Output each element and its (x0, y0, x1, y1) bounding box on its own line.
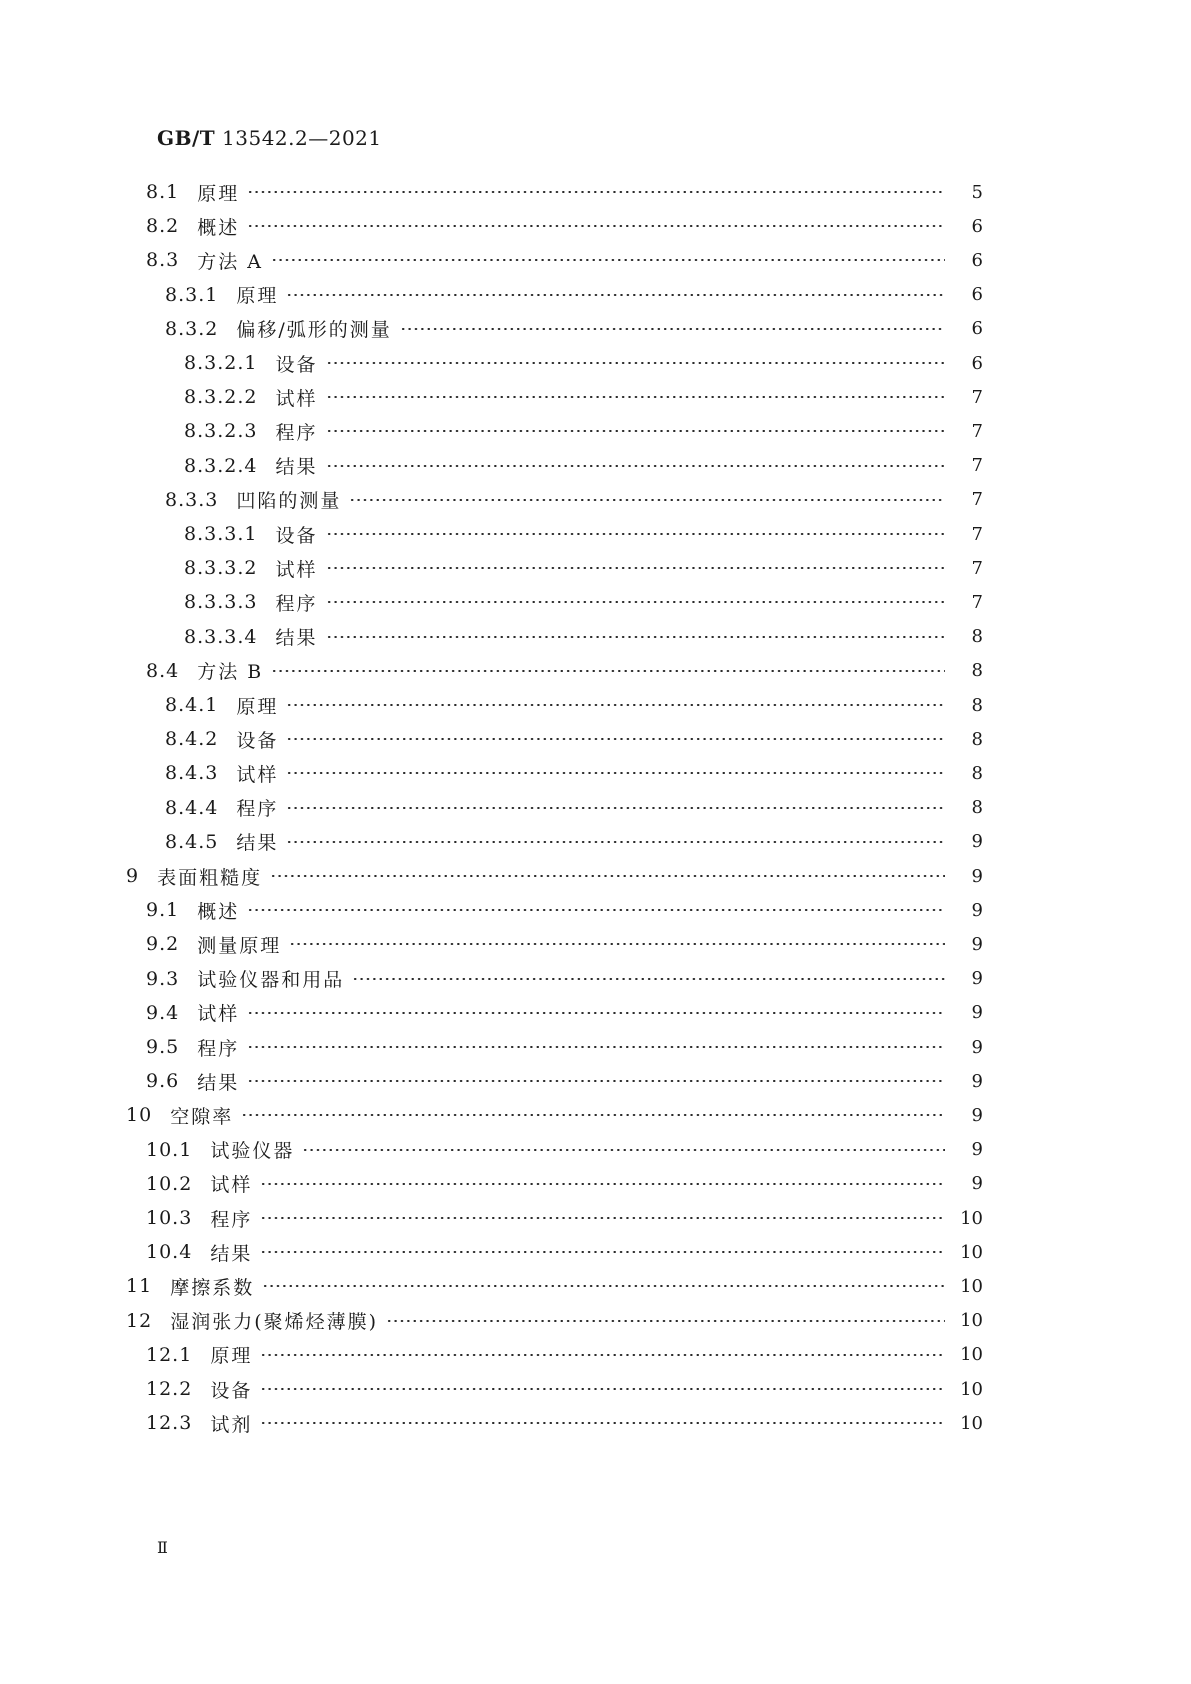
toc-entry-title: 方法 A (197, 250, 263, 273)
toc-entry-number: 8.3.2 (165, 317, 219, 340)
toc-dot-leader (260, 1354, 945, 1356)
toc-dot-leader (260, 1251, 945, 1253)
toc-dot-leader (260, 1388, 945, 1390)
toc-entry[interactable] (184, 553, 983, 583)
toc-entry[interactable] (126, 1271, 983, 1301)
toc-entry-page: 10 (960, 1241, 983, 1263)
toc-entry-title: 方法 B (197, 661, 264, 684)
toc-entry-title: 设备 (275, 353, 318, 376)
toc-dot-leader (326, 396, 946, 398)
toc-entry[interactable] (146, 998, 983, 1028)
toc-entry-number: 10.4 (146, 1241, 193, 1264)
toc-dot-leader (349, 499, 945, 501)
toc-entry-number: 8.3.3.1 (184, 523, 258, 545)
toc-entry-title: 结果 (197, 1071, 240, 1094)
toc-entry-number: 9.4 (146, 1001, 180, 1024)
toc-entry-title: 概述 (197, 900, 240, 923)
toc-entry[interactable] (126, 1306, 983, 1336)
toc-entry-number: 8.3 (146, 249, 180, 272)
standard-code-prefix: GB/T (157, 126, 216, 150)
toc-dot-leader (247, 225, 945, 227)
toc-entry-page: 10 (960, 1207, 983, 1229)
toc-entry[interactable] (146, 1408, 983, 1438)
toc-entry[interactable] (146, 1374, 983, 1404)
toc-entry[interactable] (146, 656, 983, 686)
toc-entry-title: 结果 (236, 832, 279, 855)
toc-entry-number: 8.4.2 (165, 728, 219, 751)
toc-entry-number: 8.4 (146, 659, 180, 682)
toc-entry-number: 8.4.3 (165, 762, 219, 785)
toc-entry-page: 10 (960, 1275, 983, 1297)
toc-entry-title: 湿润张力(聚烯烃薄膜) (170, 1311, 379, 1334)
toc-entry-number: 8.3.3.2 (184, 557, 258, 580)
toc-entry-number: 9.5 (146, 1036, 180, 1058)
toc-entry[interactable] (165, 724, 983, 754)
toc-entry-number: 9.2 (146, 933, 180, 956)
toc-entry-page: 9 (971, 1173, 983, 1195)
toc-dot-leader (241, 1114, 945, 1116)
toc-entry[interactable] (146, 177, 983, 207)
toc-entry-title: 原理 (236, 285, 279, 308)
toc-entry-title: 结果 (275, 627, 318, 650)
toc-entry-number: 9.1 (146, 899, 180, 922)
toc-entry-number: 9 (126, 865, 140, 887)
toc-entry[interactable] (184, 519, 983, 549)
toc-entry[interactable] (146, 964, 983, 994)
toc-entry-page: 9 (971, 968, 983, 990)
toc-dot-leader (326, 601, 946, 603)
toc-entry-page: 9 (971, 1139, 983, 1161)
toc-dot-leader (262, 1285, 945, 1287)
toc-entry-page: 10 (960, 1412, 983, 1434)
toc-dot-leader (286, 704, 945, 706)
toc-entry-title: 试样 (275, 558, 318, 581)
toc-entry-title: 试剂 (210, 1413, 253, 1436)
toc-entry[interactable] (165, 485, 983, 515)
toc-entry[interactable] (165, 314, 983, 344)
toc-entry-title: 原理 (197, 182, 240, 205)
toc-dot-leader (286, 841, 945, 843)
toc-entry[interactable] (146, 895, 983, 925)
toc-entry-page: 8 (971, 728, 983, 750)
toc-dot-leader (326, 465, 946, 467)
toc-entry-title: 设备 (236, 729, 279, 752)
toc-entry-number: 12.2 (146, 1378, 193, 1400)
toc-dot-leader (400, 328, 945, 330)
toc-dot-leader (352, 978, 945, 980)
toc-entry-number: 8.3.2.2 (184, 386, 258, 409)
toc-dot-leader (270, 875, 945, 877)
toc-entry-number: 8.3.3 (165, 488, 219, 511)
toc-entry[interactable] (126, 1100, 983, 1130)
toc-entry-page: 7 (971, 420, 983, 442)
toc-entry-page: 6 (971, 352, 983, 374)
toc-dot-leader (286, 294, 945, 296)
toc-entry-page: 6 (971, 284, 983, 306)
toc-entry-title: 凹陷的测量 (236, 490, 342, 513)
toc-entry-number: 8.4.1 (165, 694, 219, 716)
toc-entry-title: 空隙率 (170, 1105, 234, 1128)
toc-entry-page: 9 (971, 1070, 983, 1092)
toc-entry-number: 8.3.3.3 (184, 591, 258, 614)
toc-dot-leader (247, 1080, 945, 1082)
toc-entry-page: 9 (971, 933, 983, 955)
toc-dot-leader (286, 807, 945, 809)
toc-entry-title: 结果 (210, 1242, 253, 1265)
toc-entry-page: 5 (971, 181, 983, 203)
toc-entry-title: 设备 (275, 524, 318, 547)
toc-entry-number: 8.1 (146, 181, 180, 203)
toc-dot-leader (260, 1217, 945, 1219)
toc-dot-leader (326, 567, 946, 569)
toc-entry-title: 偏移/弧形的测量 (236, 319, 392, 342)
toc-entry[interactable] (184, 348, 983, 378)
toc-entry[interactable] (184, 416, 983, 446)
toc-entry-page: 10 (960, 1344, 983, 1366)
toc-dot-leader (326, 430, 946, 432)
toc-entry-title: 摩擦系数 (170, 1276, 255, 1299)
toc-dot-leader (286, 772, 945, 774)
toc-entry-page: 7 (971, 591, 983, 613)
toc-dot-leader (302, 1149, 945, 1151)
toc-entry-number: 8.4.4 (165, 796, 219, 819)
toc-entry-title: 程序 (197, 1037, 240, 1060)
toc-entry-title: 原理 (210, 1345, 253, 1368)
toc-entry-page: 7 (971, 386, 983, 408)
toc-entry-number: 10.2 (146, 1172, 193, 1195)
toc-entry-title: 程序 (236, 798, 279, 821)
toc-dot-leader (326, 533, 946, 535)
toc-entry[interactable] (146, 1340, 983, 1370)
toc-entry-page: 6 (971, 318, 983, 340)
toc-entry-number: 8.3.2.4 (184, 454, 258, 477)
toc-entry-title: 设备 (210, 1379, 253, 1402)
toc-entry-title: 试样 (210, 1174, 253, 1197)
toc-entry-page: 6 (971, 215, 983, 237)
toc-entry-page: 9 (971, 899, 983, 921)
toc-dot-leader (247, 1046, 945, 1048)
toc-entry-page: 7 (971, 523, 983, 545)
toc-entry-title: 试验仪器 (210, 1140, 295, 1163)
toc-entry-page: 10 (960, 1378, 983, 1400)
toc-entry[interactable] (146, 1066, 983, 1096)
toc-entry-page: 9 (971, 1036, 983, 1058)
toc-entry-number: 9.3 (146, 967, 180, 990)
toc-entry-title: 程序 (210, 1208, 253, 1231)
toc-entry[interactable] (146, 1032, 983, 1062)
toc-entry-page: 8 (971, 660, 983, 682)
toc-entry[interactable] (146, 1135, 983, 1165)
toc-entry[interactable] (184, 622, 983, 652)
toc-dot-leader (247, 909, 945, 911)
toc-entry[interactable] (165, 793, 983, 823)
toc-entry-number: 9.6 (146, 1070, 180, 1093)
toc-entry-number: 10.1 (146, 1138, 193, 1161)
toc-entry[interactable] (165, 690, 983, 720)
toc-entry-page: 7 (971, 455, 983, 477)
toc-dot-leader (271, 670, 945, 672)
toc-entry-title: 试样 (236, 763, 279, 786)
toc-entry-number: 8.2 (146, 215, 180, 238)
toc-entry-number: 8.3.2.1 (184, 352, 258, 374)
toc-entry[interactable] (165, 280, 983, 310)
toc-entry-title: 试样 (197, 1003, 240, 1026)
toc-dot-leader (386, 1320, 945, 1322)
toc-entry-title: 测量原理 (197, 934, 282, 957)
toc-entry-title: 结果 (275, 456, 318, 479)
toc-entry[interactable] (146, 1169, 983, 1199)
toc-entry-number: 10.3 (146, 1207, 193, 1229)
toc-entry-number: 11 (126, 1275, 153, 1298)
toc-dot-leader (260, 1422, 945, 1424)
toc-entry-page: 8 (971, 626, 983, 648)
toc-entry-title: 程序 (275, 421, 318, 444)
toc-dot-leader (260, 1183, 945, 1185)
toc-entry-number: 12 (126, 1309, 153, 1332)
toc-entry-page: 8 (971, 797, 983, 819)
toc-dot-leader (247, 1012, 945, 1014)
toc-entry[interactable] (184, 382, 983, 412)
page-number: Ⅱ (157, 1538, 168, 1557)
toc-entry-number: 8.3.3.4 (184, 625, 258, 648)
toc-dot-leader (326, 636, 946, 638)
toc-dot-leader (247, 191, 945, 193)
toc-entry-page: 7 (971, 557, 983, 579)
toc-entry-number: 8.3.1 (165, 283, 219, 306)
toc-entry-title: 程序 (275, 592, 318, 615)
toc-entry-page: 6 (971, 249, 983, 271)
toc-entry[interactable] (146, 1237, 983, 1267)
toc-entry-number: 10 (126, 1104, 153, 1127)
toc-entry-page: 10 (960, 1310, 983, 1332)
toc-entry-title: 概述 (197, 216, 240, 239)
toc-entry-number: 12.3 (146, 1412, 193, 1435)
toc-entry[interactable] (165, 827, 983, 857)
toc-entry[interactable] (184, 451, 983, 481)
toc-entry-number: 12.1 (146, 1343, 193, 1366)
toc-entry[interactable] (146, 245, 983, 275)
toc-entry[interactable] (146, 211, 983, 241)
toc-dot-leader (289, 943, 945, 945)
toc-entry-number: 8.3.2.3 (184, 420, 258, 443)
toc-dot-leader (326, 362, 946, 364)
toc-dot-leader (286, 738, 945, 740)
toc-entry-page: 9 (971, 831, 983, 853)
toc-entry[interactable] (146, 1203, 983, 1233)
toc-entry-page: 9 (971, 1104, 983, 1126)
toc-entry[interactable] (184, 587, 983, 617)
toc-entry-page: 9 (971, 865, 983, 887)
toc-entry-number: 8.4.5 (165, 830, 219, 853)
toc-entry-title: 原理 (236, 695, 279, 718)
toc-entry-page: 7 (971, 489, 983, 511)
standard-code-header (157, 126, 382, 150)
toc-entry-page: 8 (971, 762, 983, 784)
toc-entry[interactable] (146, 929, 983, 959)
toc-dot-leader (271, 259, 945, 261)
toc-entry-title: 试样 (275, 387, 318, 410)
standard-code-number: 13542.2—2021 (222, 126, 382, 150)
toc-entry[interactable] (165, 758, 983, 788)
toc-entry-title: 试验仪器和用品 (197, 969, 345, 992)
toc-entry[interactable] (126, 861, 983, 891)
toc-entry-page: 8 (971, 694, 983, 716)
toc-entry-title: 表面粗糙度 (157, 866, 263, 889)
toc-entry-page: 9 (971, 1002, 983, 1024)
